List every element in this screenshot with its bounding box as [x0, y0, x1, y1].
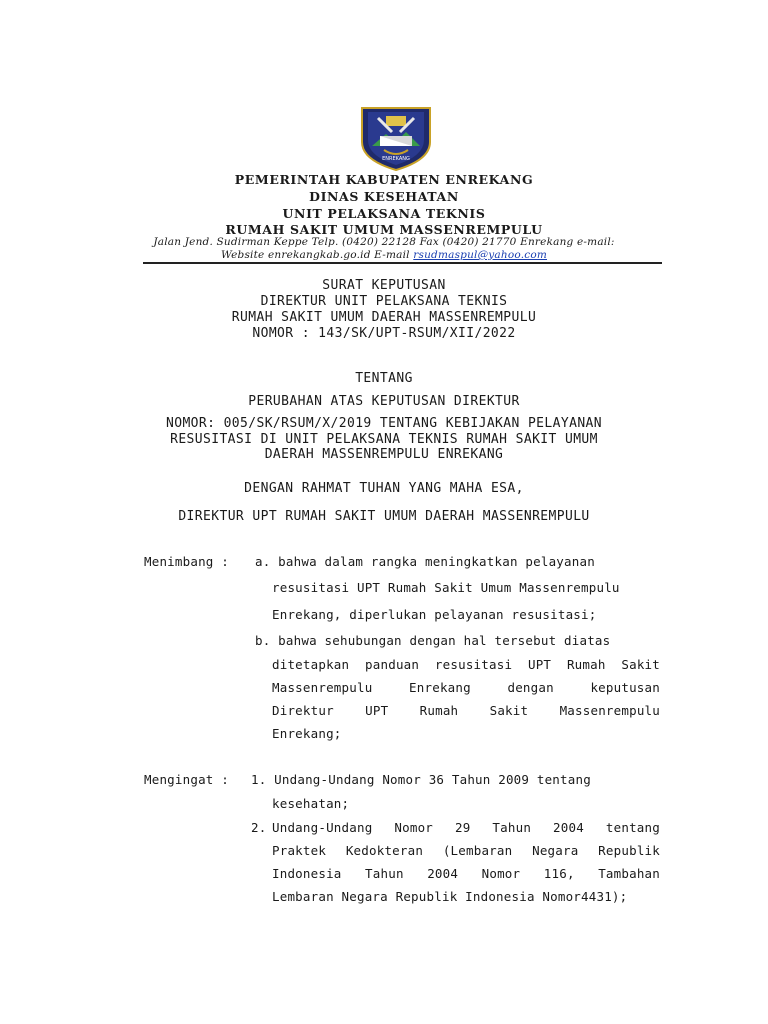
mengingat-label: Mengingat :	[144, 772, 229, 787]
menimbang-a-line-2: resusitasi UPT Rumah Sakit Umum Massenrempulu	[272, 580, 620, 595]
subject-line-2: NOMOR: 005/SK/RSUM/X/2019 TENTANG KEBIJAKAN PELAYANAN	[165, 416, 602, 431]
mengingat-2-line-4: Lembaran Negara Republik Indonesia Nomor4431);	[272, 889, 628, 904]
header-website-line	[0, 249, 768, 261]
header-divider	[143, 262, 662, 264]
mengingat-2-line-1: Undang-Undang Nomor 29 Tahun 2004 tentang	[272, 820, 660, 835]
header-address: Jalan Jend. Sudirman Keppe Telp. (0420) 22128 Fax (0420) 21770 Enrekang e-mail:	[153, 236, 615, 248]
decree-number: NOMOR : 143/SK/UPT-RSUM/XII/2022	[252, 326, 516, 341]
director-line: DIREKTUR UPT RUMAH SAKIT UMUM DAERAH MASSENREMPULU	[178, 509, 590, 524]
website-text: Website enrekangkab.go.id E-mail	[220, 249, 414, 261]
header-unit: UNIT PELAKSANA TEKNIS	[282, 206, 486, 221]
menimbang-b-line-4: Direktur UPT Rumah Sakit Massenrempulu	[272, 703, 660, 718]
mengingat-1-line-1: 1. Undang-Undang Nomor 36 Tahun 2009 tentang	[251, 772, 591, 787]
menimbang-a-line-1: a. bahwa dalam rangka meningkatkan pelayanan	[255, 554, 595, 569]
menimbang-b-line-5: Enrekang;	[272, 726, 342, 741]
mengingat-2-line-3: Indonesia Tahun 2004 Nomor 116, Tambahan	[272, 866, 660, 881]
decree-issuer: DIREKTUR UNIT PELAKSANA TEKNIS	[260, 294, 508, 309]
subject-line-3: RESUSITASI DI UNIT PELAKSANA TEKNIS RUMAH SAKIT UMUM	[170, 432, 598, 447]
menimbang-b-line-1: b. bahwa sehubungan dengan hal tersebut diatas	[255, 633, 611, 648]
menimbang-b-line-3: Massenrempulu Enrekang dengan keputusan	[272, 680, 660, 695]
subject-line-1: PERUBAHAN ATAS KEPUTUSAN DIREKTUR	[248, 394, 520, 409]
menimbang-b-line-2: ditetapkan panduan resusitasi UPT Rumah Sakit	[272, 657, 660, 672]
enrekang-emblem-logo	[356, 102, 436, 172]
mengingat-2-line-2: Praktek Kedokteran (Lembaran Negara Republik	[272, 843, 660, 858]
blessing-line: DENGAN RAHMAT TUHAN YANG MAHA ESA,	[244, 481, 524, 496]
header-government: PEMERINTAH KABUPATEN ENREKANG	[234, 172, 534, 187]
email-link[interactable]: rsudmaspul@yahoo.com	[413, 249, 548, 261]
subject-heading: TENTANG	[355, 371, 413, 386]
decree-title: SURAT KEPUTUSAN	[322, 278, 446, 293]
header-hospital: RUMAH SAKIT UMUM MASSENREMPULU	[225, 222, 543, 237]
logo-text: ENREKANG	[382, 156, 410, 162]
menimbang-label: Menimbang :	[144, 554, 229, 569]
menimbang-a-line-3: Enrekang, diperlukan pelayanan resusitasi;	[272, 607, 597, 622]
subject-line-4: DAERAH MASSENREMPULU ENREKANG	[264, 447, 504, 462]
mengingat-1-line-2: kesehatan;	[272, 796, 350, 811]
decree-hospital: RUMAH SAKIT UMUM DAERAH MASSENREMPULU	[231, 310, 537, 325]
mengingat-2-number: 2.	[251, 820, 267, 835]
header-department: DINAS KESEHATAN	[309, 189, 459, 204]
